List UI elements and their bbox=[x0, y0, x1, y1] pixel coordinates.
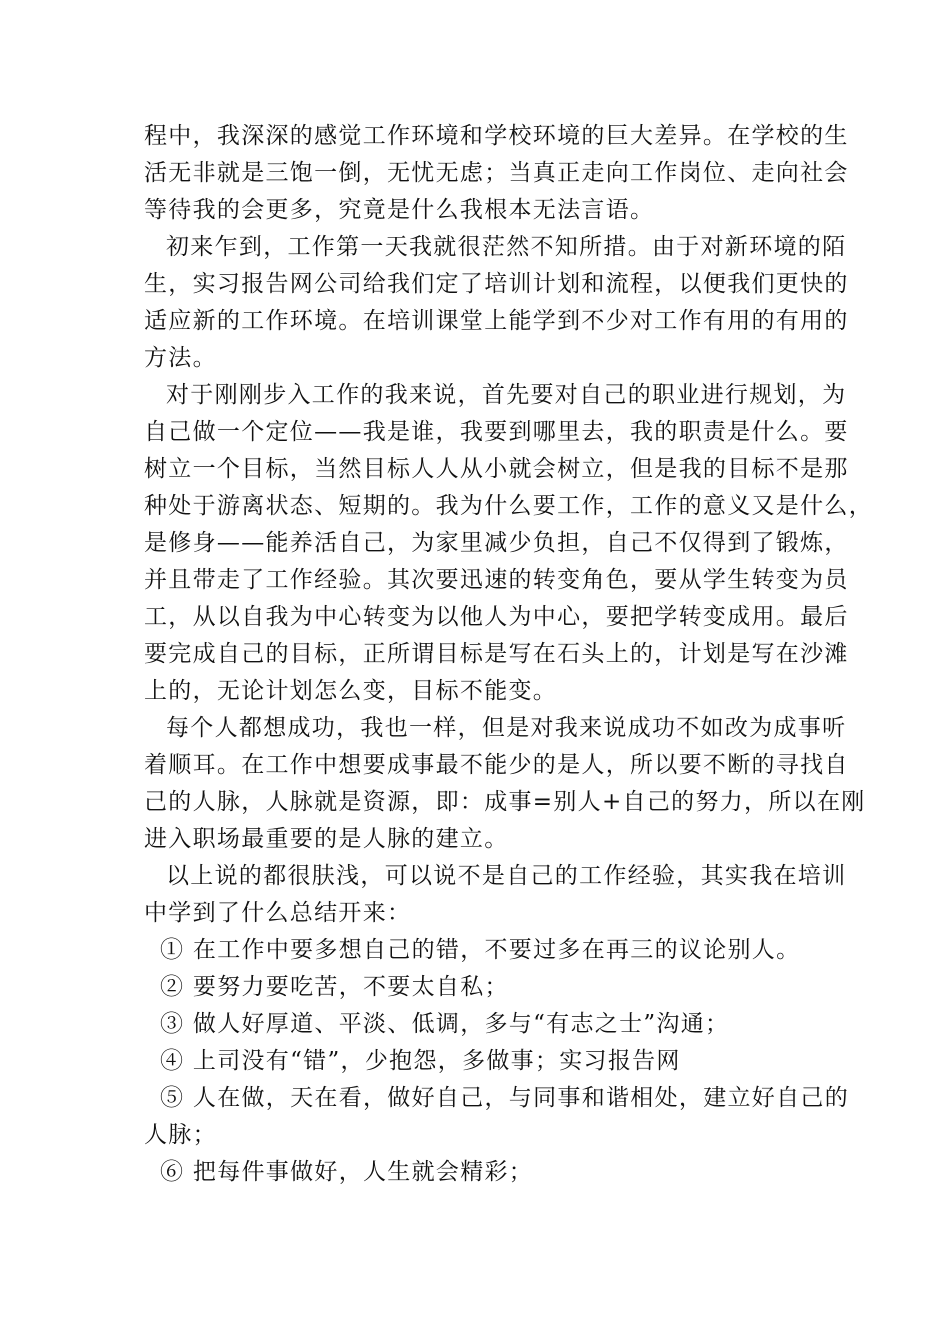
text-line: 并且带走了工作经验。其次要迅速的转变角色，要从学生转变为员 bbox=[144, 567, 849, 593]
text-line: 着顺耳。在工作中想要成事最不能少的是人，所以要不断的寻找自 bbox=[144, 752, 849, 778]
text-line: 程中，我深深的感觉工作环境和学校环境的巨大差异。在学校的生 bbox=[144, 123, 849, 149]
numbered-item: ⑤ 人在做，天在看，做好自己，与同事和谐相处，建立好自己的 bbox=[160, 1085, 850, 1111]
text-line: 是修身——能养活自己，为家里减少负担，自己不仅得到了锻炼， bbox=[144, 530, 849, 556]
text-line: 上的，无论计划怎么变，目标不能变。 bbox=[144, 678, 558, 704]
text-line: 等待我的会更多，究竟是什么我根本无法言语。 bbox=[144, 197, 655, 223]
text-line: 树立一个目标，当然目标人人从小就会树立，但是我的目标不是那 bbox=[144, 456, 849, 482]
text-line: 人脉； bbox=[144, 1122, 217, 1148]
numbered-item: ① 在工作中要多想自己的错，不要过多在再三的议论别人。 bbox=[160, 937, 801, 963]
text-line: 中学到了什么总结开来： bbox=[144, 900, 412, 926]
text-line: 适应新的工作环境。在培训课堂上能学到不少对工作有用的有用的 bbox=[144, 308, 849, 334]
document-body bbox=[144, 118, 873, 1191]
text-line: 生，实习报告网公司给我们定了培训计划和流程，以便我们更快的 bbox=[144, 271, 849, 297]
paragraph-start-line: 以上说的都很肤浅，可以说不是自己的工作经验，其实我在培训 bbox=[166, 863, 847, 889]
paragraph-start-line: 每个人都想成功，我也一样，但是对我来说成功不如改为成事听 bbox=[166, 715, 847, 741]
text-line: 进入职场最重要的是人脉的建立。 bbox=[144, 826, 509, 852]
text-line: 要完成自己的目标，正所谓目标是写在石头上的，计划是写在沙滩 bbox=[144, 641, 849, 667]
text-line: 自己做一个定位——我是谁，我要到哪里去，我的职责是什么。要 bbox=[144, 419, 849, 445]
numbered-item: ③ 做人好厚道、平淡、低调，多与“有志之士”沟通； bbox=[160, 1011, 730, 1037]
numbered-item: ④ 上司没有“错”，少抱怨，多做事；实习报告网 bbox=[160, 1048, 681, 1074]
numbered-item: ⑥ 把每件事做好，人生就会精彩； bbox=[160, 1159, 534, 1185]
numbered-item: ② 要努力要吃苦，不要太自私； bbox=[160, 974, 509, 1000]
text-line: 活无非就是三饱一倒，无忧无虑；当真正走向工作岗位、走向社会 bbox=[144, 160, 849, 186]
paragraph-start-line: 初来乍到，工作第一天我就很茫然不知所措。由于对新环境的陌 bbox=[166, 234, 847, 260]
text-line: 种处于游离状态、短期的。我为什么要工作，工作的意义又是什么， bbox=[144, 493, 873, 519]
text-line: 工，从以自我为中心转变为以他人为中心，要把学转变成用。最后 bbox=[144, 604, 849, 630]
paragraph-start-line: 对于刚刚步入工作的我来说，首先要对自己的职业进行规划，为 bbox=[166, 382, 847, 408]
text-line: 己的人脉，人脉就是资源，即：成事=别人+自己的努力，所以在刚 bbox=[144, 789, 866, 815]
text-line: 方法。 bbox=[144, 345, 217, 371]
